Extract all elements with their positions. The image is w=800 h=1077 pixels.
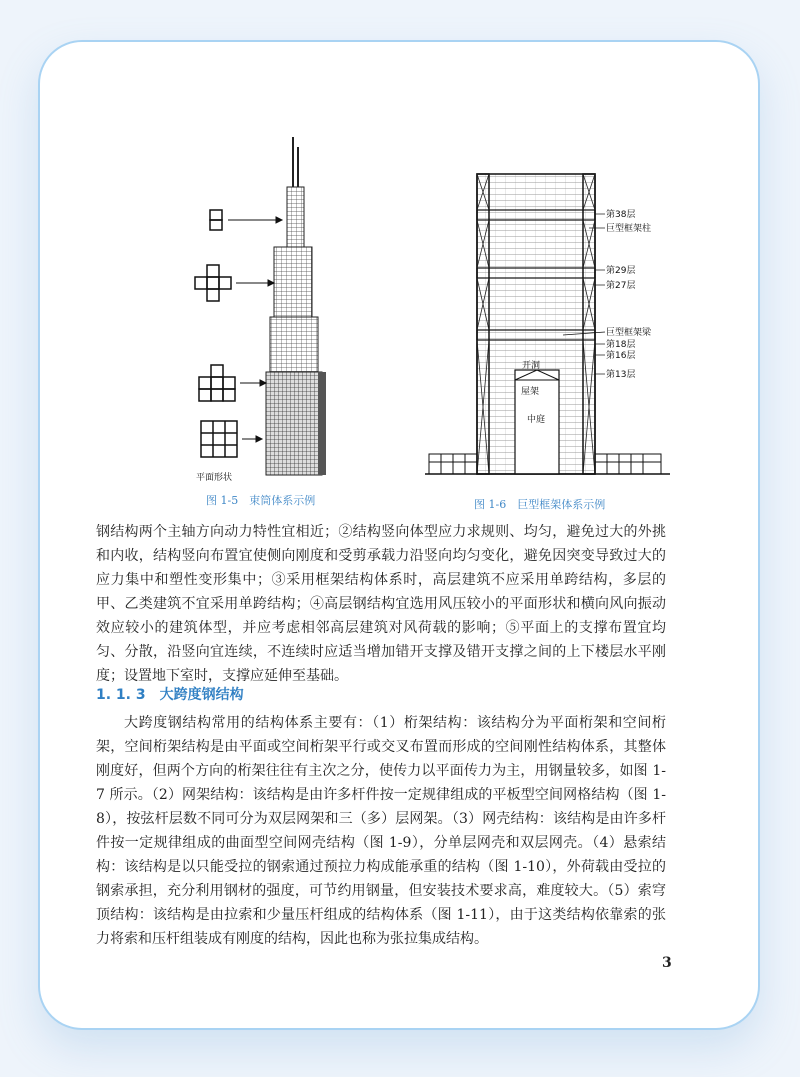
section-number: 1. 1. 3 <box>96 687 146 703</box>
label-floor-18: 第18层 <box>606 340 636 350</box>
paragraph-1: 钢结构两个主轴方向动力特性宜相近；②结构竖向体型应力求规则、均匀，避免过大的外挑和内收，结构竖向布置宜使侧向刚度和受剪承载力沿竖向均匀变化，避免因突变导致过大的应力集中和塑性变形集中；③采用框架结构体系时，高层建筑不应采用单跨结构，多层的甲、乙类建筑不宜采用单跨结构；④高层钢结构宜选用风压较小的平面形状和横向风向振动效应较小的建筑体型，并应考虑相邻高层建筑对风荷载的影响；⑤平面上的支撑布置宜均匀、分散，沿竖向宜连续，不连续时应适当增加错开支撑及错开支撑之间的上下楼层水平刚度；设置地下室时，支撑应延伸至基础。 <box>96 524 666 684</box>
section-title: 大跨度钢结构 <box>159 687 244 703</box>
label-floor-29: 第29层 <box>606 266 636 276</box>
svg-text:开洞: 开洞 <box>522 361 541 371</box>
figure-1-5-caption: 图 1-5 束筒体系示例 <box>206 494 316 507</box>
paragraph-2: 大跨度钢结构常用的结构体系主要有：（1）桁架结构：该结构分为平面桁架和空间桁架，空间桁架结构是由平面或空间桁架平行或交叉布置而形成的空间刚性结构体系，其整体刚度好，但两个方向的桁架往往有主次之分，使传力以平面传力为主，用钢量较多，如图 1-7 所示。（2）网架结构：该结构是由许多杆件按一定规律组成的平板型空间网格结构（图 1-8），按弦杆层数不同可分为双层网架和三（多）层网架。（3）网壳结构：该结构是由许多杆件按一定规律组成的曲面型空间网壳结构（图 1-9），分单层网壳和双层网壳。（4）悬索结构：该结构是以只能受拉的钢索通过预拉力构成能承重的结构（图 1-10），外荷载由受拉的钢索承担，充分利用钢材的强度，可节约用钢量，但安装技术要求高，难度较大。（5）索穹顶结构：该结构是由拉索和少量压杆组成的结构体系（图 1-11），由于这类结构依靠索的张力将索和压杆组装成有刚度的结构，因此也称为张拉集成结构。 <box>96 715 666 947</box>
label-floor-38: 第38层 <box>606 210 636 220</box>
plan-shape-2 <box>195 265 231 301</box>
tower-tier-2 <box>274 247 312 317</box>
label-floor-16: 第16层 <box>606 351 636 361</box>
figure-1-6-caption: 图 1-6 巨型框架体系示例 <box>474 498 606 511</box>
svg-text:中庭: 中庭 <box>527 415 546 425</box>
plan-shape-4 <box>201 421 237 457</box>
mega-frame-figure <box>425 170 670 490</box>
bundled-tube-figure <box>186 135 356 485</box>
plan-shape-3 <box>199 365 235 401</box>
tower-tier-top <box>287 187 304 247</box>
section-heading <box>96 684 244 704</box>
plan-shape-1 <box>210 210 222 230</box>
label-floor-13: 第13层 <box>606 370 636 380</box>
label-floor-27: 第27层 <box>606 281 636 291</box>
tower-tier-3 <box>270 317 318 372</box>
tower-tier-base <box>266 372 322 475</box>
page-number: 3 <box>662 955 672 971</box>
label-mega-beam: 巨型框架梁 <box>606 328 652 338</box>
label-mega-column: 巨型框架柱 <box>606 224 652 234</box>
plan-shape-label: 平面形状 <box>196 473 233 483</box>
svg-text:屋架: 屋架 <box>521 387 540 397</box>
